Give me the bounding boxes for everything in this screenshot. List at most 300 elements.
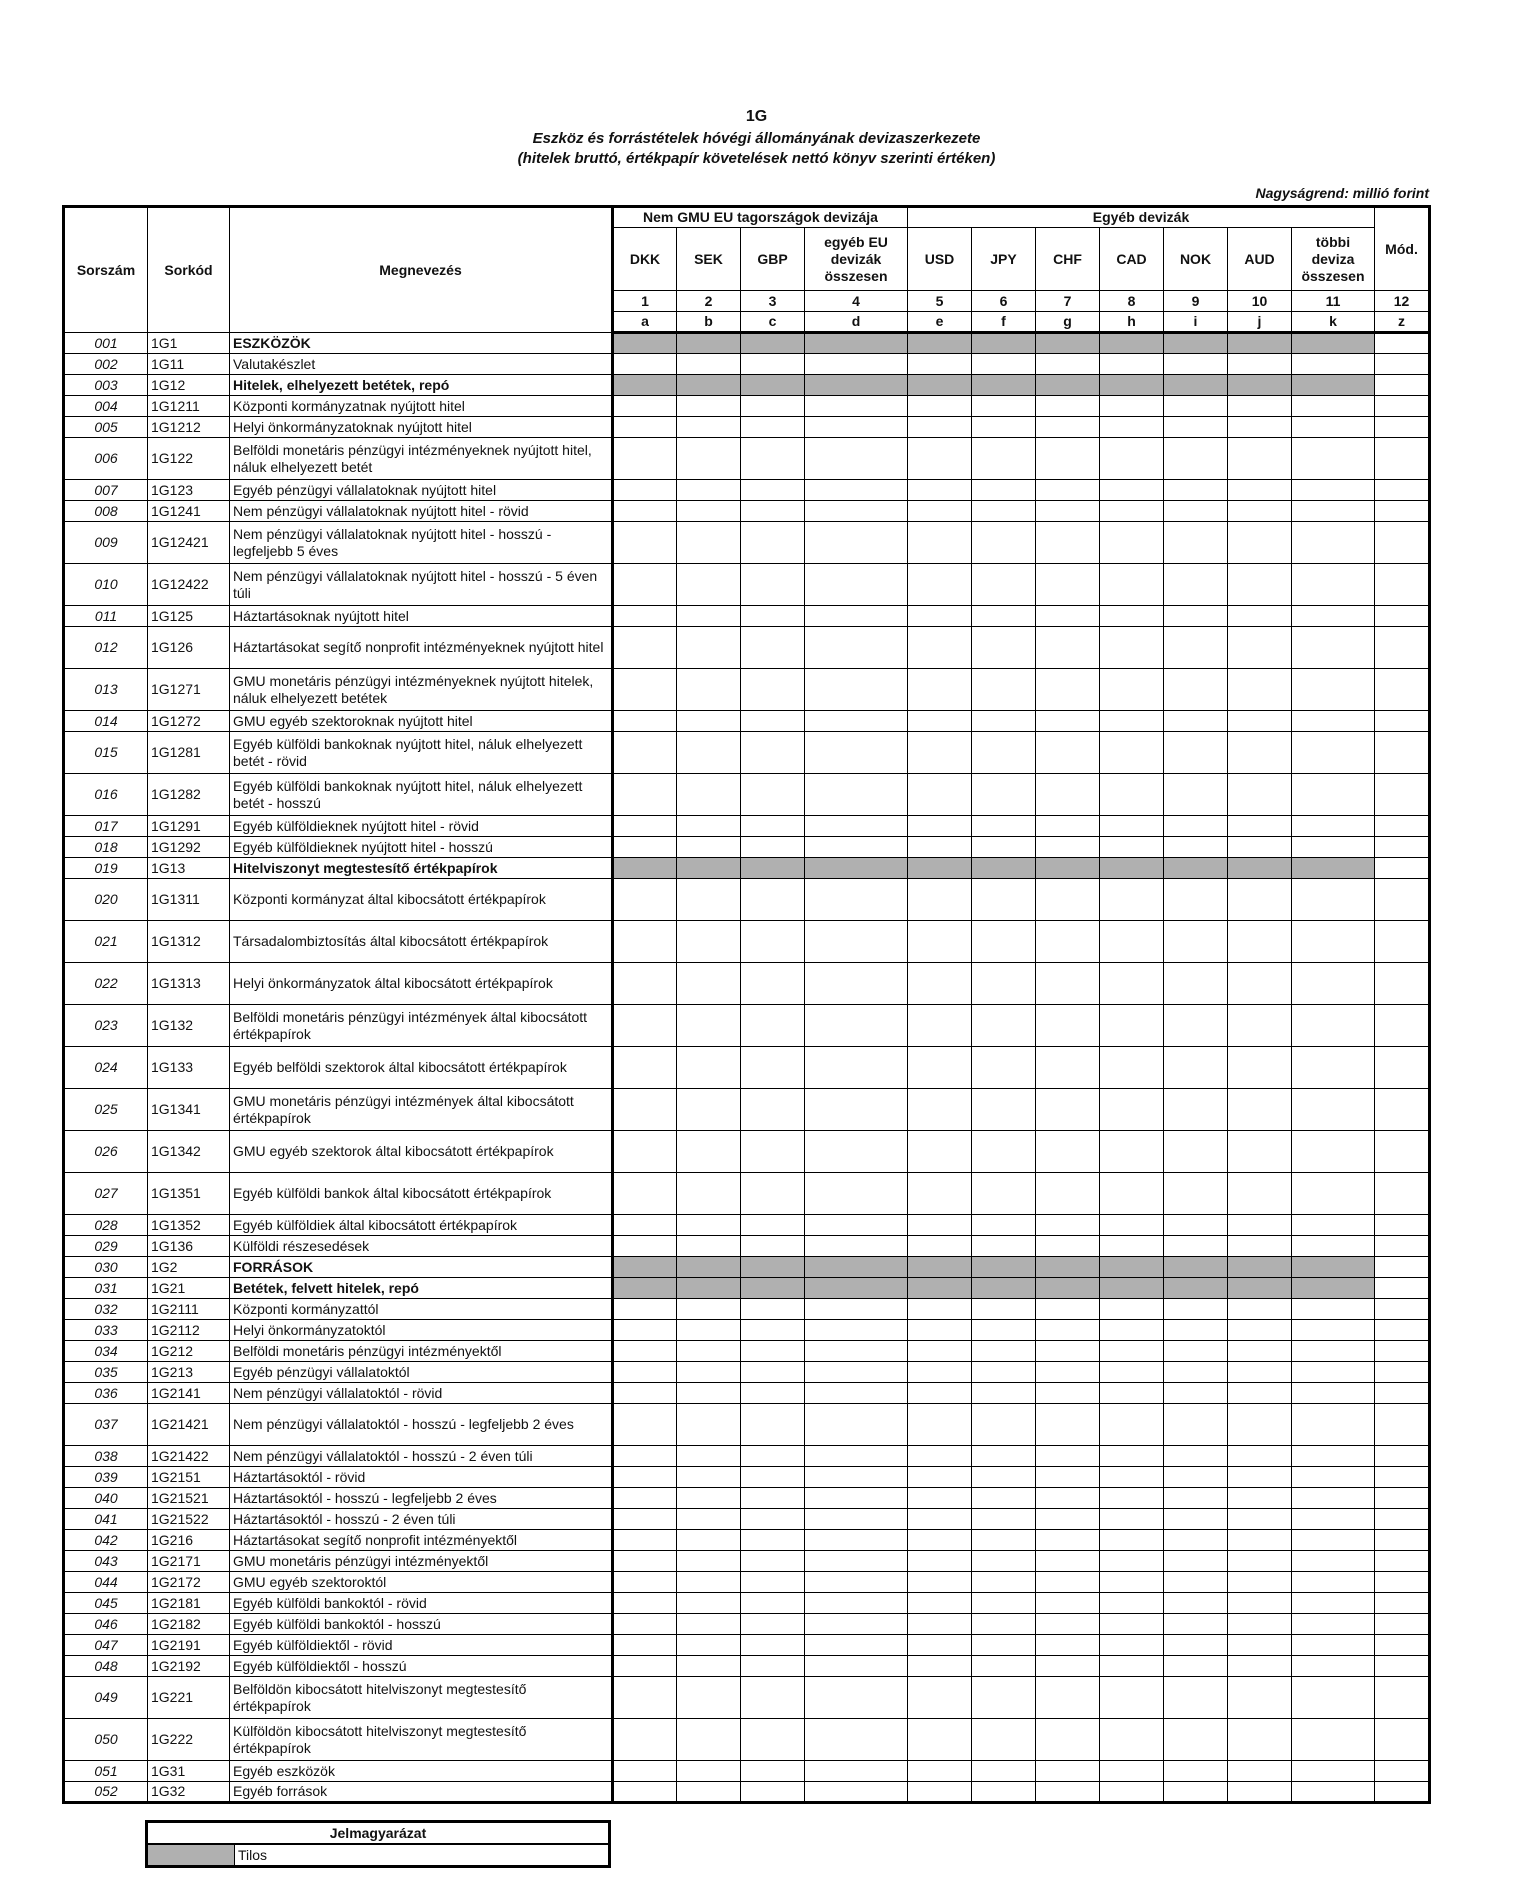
data-cell[interactable]: [1036, 1551, 1100, 1572]
data-cell[interactable]: [1036, 564, 1100, 606]
data-cell[interactable]: [1036, 1614, 1100, 1635]
data-cell[interactable]: [1100, 1047, 1164, 1089]
data-cell[interactable]: [741, 1404, 805, 1446]
data-cell[interactable]: [1292, 1467, 1375, 1488]
data-cell[interactable]: [613, 1173, 677, 1215]
data-cell[interactable]: [1228, 1236, 1292, 1257]
data-cell[interactable]: [1292, 522, 1375, 564]
data-cell[interactable]: [1228, 501, 1292, 522]
data-cell[interactable]: [1228, 1530, 1292, 1551]
data-cell[interactable]: [1164, 1467, 1228, 1488]
data-cell[interactable]: [677, 606, 741, 627]
data-cell[interactable]: [1228, 1005, 1292, 1047]
data-cell[interactable]: [1100, 1719, 1164, 1761]
data-cell[interactable]: [1036, 1677, 1100, 1719]
data-cell[interactable]: [741, 837, 805, 858]
data-cell[interactable]: [1292, 1551, 1375, 1572]
data-cell[interactable]: [677, 1509, 741, 1530]
data-cell[interactable]: [1228, 1173, 1292, 1215]
data-cell[interactable]: [1100, 1551, 1164, 1572]
data-cell[interactable]: [972, 1509, 1036, 1530]
data-cell[interactable]: [613, 1341, 677, 1362]
data-cell[interactable]: [972, 711, 1036, 732]
data-cell[interactable]: [1228, 522, 1292, 564]
data-cell[interactable]: [908, 1299, 972, 1320]
data-cell[interactable]: [741, 879, 805, 921]
data-cell[interactable]: [1292, 1131, 1375, 1173]
data-cell[interactable]: [1164, 732, 1228, 774]
data-cell[interactable]: [972, 606, 1036, 627]
data-cell[interactable]: [805, 564, 908, 606]
data-cell[interactable]: [1100, 1383, 1164, 1404]
data-cell[interactable]: [1164, 1131, 1228, 1173]
data-cell[interactable]: [613, 1005, 677, 1047]
data-cell[interactable]: [1100, 438, 1164, 480]
data-cell[interactable]: [741, 774, 805, 816]
data-cell[interactable]: [1228, 1509, 1292, 1530]
data-cell[interactable]: [1100, 774, 1164, 816]
data-cell[interactable]: [613, 1593, 677, 1614]
data-cell[interactable]: [1164, 816, 1228, 837]
data-cell[interactable]: [1228, 879, 1292, 921]
data-cell[interactable]: [1228, 396, 1292, 417]
data-cell[interactable]: [1036, 1089, 1100, 1131]
data-cell[interactable]: [1100, 1362, 1164, 1383]
data-cell[interactable]: [1036, 774, 1100, 816]
data-cell[interactable]: [972, 1467, 1036, 1488]
data-cell[interactable]: [908, 1446, 972, 1467]
data-cell[interactable]: [805, 1635, 908, 1656]
mod-cell[interactable]: [1375, 1467, 1430, 1488]
data-cell[interactable]: [613, 1635, 677, 1656]
data-cell[interactable]: [613, 564, 677, 606]
data-cell[interactable]: [908, 963, 972, 1005]
data-cell[interactable]: [677, 1530, 741, 1551]
data-cell[interactable]: [805, 606, 908, 627]
data-cell[interactable]: [1164, 1530, 1228, 1551]
data-cell[interactable]: [741, 1131, 805, 1173]
data-cell[interactable]: [741, 1089, 805, 1131]
data-cell[interactable]: [972, 963, 1036, 1005]
data-cell[interactable]: [613, 1362, 677, 1383]
data-cell[interactable]: [1036, 1656, 1100, 1677]
data-cell[interactable]: [613, 1299, 677, 1320]
data-cell[interactable]: [805, 1677, 908, 1719]
data-cell[interactable]: [741, 438, 805, 480]
data-cell[interactable]: [741, 711, 805, 732]
data-cell[interactable]: [1100, 1614, 1164, 1635]
data-cell[interactable]: [1228, 1551, 1292, 1572]
data-cell[interactable]: [805, 1782, 908, 1803]
mod-cell[interactable]: [1375, 1320, 1430, 1341]
data-cell[interactable]: [1292, 879, 1375, 921]
data-cell[interactable]: [908, 1656, 972, 1677]
data-cell[interactable]: [1036, 1572, 1100, 1593]
data-cell[interactable]: [1292, 1236, 1375, 1257]
data-cell[interactable]: [741, 1320, 805, 1341]
data-cell[interactable]: [1292, 1341, 1375, 1362]
data-cell[interactable]: [1036, 711, 1100, 732]
data-cell[interactable]: [741, 1173, 805, 1215]
data-cell[interactable]: [1164, 837, 1228, 858]
data-cell[interactable]: [1100, 837, 1164, 858]
mod-cell[interactable]: [1375, 879, 1430, 921]
data-cell[interactable]: [1100, 1677, 1164, 1719]
data-cell[interactable]: [1292, 1530, 1375, 1551]
data-cell[interactable]: [1100, 480, 1164, 501]
data-cell[interactable]: [805, 627, 908, 669]
data-cell[interactable]: [805, 354, 908, 375]
data-cell[interactable]: [972, 816, 1036, 837]
data-cell[interactable]: [1036, 732, 1100, 774]
data-cell[interactable]: [805, 837, 908, 858]
data-cell[interactable]: [613, 1551, 677, 1572]
data-cell[interactable]: [1228, 1782, 1292, 1803]
data-cell[interactable]: [972, 1551, 1036, 1572]
mod-cell[interactable]: [1375, 1593, 1430, 1614]
data-cell[interactable]: [1292, 1509, 1375, 1530]
mod-cell[interactable]: [1375, 1236, 1430, 1257]
data-cell[interactable]: [1100, 1299, 1164, 1320]
data-cell[interactable]: [741, 669, 805, 711]
data-cell[interactable]: [1164, 1782, 1228, 1803]
data-cell[interactable]: [613, 921, 677, 963]
data-cell[interactable]: [741, 1782, 805, 1803]
data-cell[interactable]: [1228, 1467, 1292, 1488]
data-cell[interactable]: [908, 774, 972, 816]
data-cell[interactable]: [908, 1404, 972, 1446]
mod-cell[interactable]: [1375, 1677, 1430, 1719]
data-cell[interactable]: [1100, 1488, 1164, 1509]
data-cell[interactable]: [1228, 711, 1292, 732]
data-cell[interactable]: [1164, 1677, 1228, 1719]
data-cell[interactable]: [1164, 1341, 1228, 1362]
data-cell[interactable]: [1292, 1362, 1375, 1383]
data-cell[interactable]: [677, 879, 741, 921]
data-cell[interactable]: [677, 1173, 741, 1215]
data-cell[interactable]: [908, 354, 972, 375]
data-cell[interactable]: [908, 1320, 972, 1341]
data-cell[interactable]: [1036, 1383, 1100, 1404]
data-cell[interactable]: [1164, 1047, 1228, 1089]
data-cell[interactable]: [1228, 1656, 1292, 1677]
data-cell[interactable]: [805, 1446, 908, 1467]
data-cell[interactable]: [677, 1488, 741, 1509]
data-cell[interactable]: [677, 501, 741, 522]
data-cell[interactable]: [741, 627, 805, 669]
data-cell[interactable]: [972, 1089, 1036, 1131]
data-cell[interactable]: [1292, 1593, 1375, 1614]
data-cell[interactable]: [972, 1635, 1036, 1656]
data-cell[interactable]: [1036, 438, 1100, 480]
data-cell[interactable]: [972, 1005, 1036, 1047]
mod-cell[interactable]: [1375, 1404, 1430, 1446]
data-cell[interactable]: [1292, 354, 1375, 375]
data-cell[interactable]: [1228, 1299, 1292, 1320]
data-cell[interactable]: [1292, 606, 1375, 627]
data-cell[interactable]: [1164, 1299, 1228, 1320]
data-cell[interactable]: [972, 1131, 1036, 1173]
data-cell[interactable]: [613, 711, 677, 732]
data-cell[interactable]: [972, 564, 1036, 606]
data-cell[interactable]: [972, 921, 1036, 963]
data-cell[interactable]: [1228, 1572, 1292, 1593]
data-cell[interactable]: [805, 1362, 908, 1383]
data-cell[interactable]: [972, 669, 1036, 711]
data-cell[interactable]: [908, 522, 972, 564]
data-cell[interactable]: [972, 1761, 1036, 1782]
mod-cell[interactable]: [1375, 1278, 1430, 1299]
data-cell[interactable]: [1100, 1761, 1164, 1782]
data-cell[interactable]: [805, 816, 908, 837]
data-cell[interactable]: [741, 501, 805, 522]
data-cell[interactable]: [1100, 1467, 1164, 1488]
mod-cell[interactable]: [1375, 1572, 1430, 1593]
data-cell[interactable]: [1164, 522, 1228, 564]
data-cell[interactable]: [1228, 1320, 1292, 1341]
data-cell[interactable]: [1036, 837, 1100, 858]
data-cell[interactable]: [1164, 480, 1228, 501]
data-cell[interactable]: [1164, 1719, 1228, 1761]
data-cell[interactable]: [908, 1782, 972, 1803]
data-cell[interactable]: [1228, 1089, 1292, 1131]
data-cell[interactable]: [1228, 669, 1292, 711]
data-cell[interactable]: [741, 1362, 805, 1383]
data-cell[interactable]: [1292, 1656, 1375, 1677]
mod-cell[interactable]: [1375, 732, 1430, 774]
data-cell[interactable]: [805, 1551, 908, 1572]
data-cell[interactable]: [972, 732, 1036, 774]
data-cell[interactable]: [1036, 501, 1100, 522]
data-cell[interactable]: [1292, 774, 1375, 816]
data-cell[interactable]: [677, 354, 741, 375]
data-cell[interactable]: [1164, 1656, 1228, 1677]
data-cell[interactable]: [1292, 921, 1375, 963]
data-cell[interactable]: [805, 1488, 908, 1509]
data-cell[interactable]: [805, 417, 908, 438]
data-cell[interactable]: [972, 1215, 1036, 1236]
data-cell[interactable]: [1164, 1446, 1228, 1467]
mod-cell[interactable]: [1375, 774, 1430, 816]
data-cell[interactable]: [1292, 816, 1375, 837]
data-cell[interactable]: [908, 1761, 972, 1782]
data-cell[interactable]: [1164, 1404, 1228, 1446]
mod-cell[interactable]: [1375, 333, 1430, 354]
data-cell[interactable]: [741, 1635, 805, 1656]
data-cell[interactable]: [1036, 1047, 1100, 1089]
data-cell[interactable]: [1292, 1782, 1375, 1803]
data-cell[interactable]: [1036, 1488, 1100, 1509]
data-cell[interactable]: [908, 921, 972, 963]
data-cell[interactable]: [741, 522, 805, 564]
data-cell[interactable]: [805, 501, 908, 522]
data-cell[interactable]: [741, 417, 805, 438]
data-cell[interactable]: [1036, 1719, 1100, 1761]
data-cell[interactable]: [972, 1572, 1036, 1593]
data-cell[interactable]: [908, 396, 972, 417]
data-cell[interactable]: [741, 1467, 805, 1488]
data-cell[interactable]: [613, 480, 677, 501]
data-cell[interactable]: [1292, 1488, 1375, 1509]
data-cell[interactable]: [805, 1173, 908, 1215]
data-cell[interactable]: [613, 1446, 677, 1467]
mod-cell[interactable]: [1375, 1509, 1430, 1530]
data-cell[interactable]: [677, 1614, 741, 1635]
data-cell[interactable]: [613, 1215, 677, 1236]
data-cell[interactable]: [972, 1173, 1036, 1215]
mod-cell[interactable]: [1375, 816, 1430, 837]
data-cell[interactable]: [1036, 396, 1100, 417]
data-cell[interactable]: [677, 1593, 741, 1614]
data-cell[interactable]: [1164, 1005, 1228, 1047]
mod-cell[interactable]: [1375, 627, 1430, 669]
data-cell[interactable]: [1164, 438, 1228, 480]
data-cell[interactable]: [805, 1530, 908, 1551]
data-cell[interactable]: [1292, 963, 1375, 1005]
data-cell[interactable]: [805, 1761, 908, 1782]
data-cell[interactable]: [1292, 1614, 1375, 1635]
data-cell[interactable]: [1036, 1005, 1100, 1047]
data-cell[interactable]: [677, 417, 741, 438]
data-cell[interactable]: [1228, 480, 1292, 501]
data-cell[interactable]: [1036, 1404, 1100, 1446]
data-cell[interactable]: [805, 1236, 908, 1257]
mod-cell[interactable]: [1375, 1005, 1430, 1047]
data-cell[interactable]: [1228, 1719, 1292, 1761]
data-cell[interactable]: [805, 1131, 908, 1173]
data-cell[interactable]: [1292, 1173, 1375, 1215]
data-cell[interactable]: [1100, 1530, 1164, 1551]
data-cell[interactable]: [1292, 1572, 1375, 1593]
data-cell[interactable]: [1100, 669, 1164, 711]
data-cell[interactable]: [741, 1656, 805, 1677]
data-cell[interactable]: [1228, 1362, 1292, 1383]
data-cell[interactable]: [1164, 1635, 1228, 1656]
data-cell[interactable]: [908, 669, 972, 711]
mod-cell[interactable]: [1375, 1047, 1430, 1089]
data-cell[interactable]: [908, 1530, 972, 1551]
data-cell[interactable]: [972, 1446, 1036, 1467]
data-cell[interactable]: [1292, 627, 1375, 669]
mod-cell[interactable]: [1375, 354, 1430, 375]
data-cell[interactable]: [908, 438, 972, 480]
data-cell[interactable]: [1164, 1488, 1228, 1509]
data-cell[interactable]: [677, 1572, 741, 1593]
data-cell[interactable]: [613, 1131, 677, 1173]
data-cell[interactable]: [677, 1656, 741, 1677]
data-cell[interactable]: [741, 1047, 805, 1089]
data-cell[interactable]: [677, 627, 741, 669]
data-cell[interactable]: [677, 1215, 741, 1236]
data-cell[interactable]: [741, 396, 805, 417]
data-cell[interactable]: [613, 1530, 677, 1551]
data-cell[interactable]: [741, 1761, 805, 1782]
data-cell[interactable]: [677, 1404, 741, 1446]
mod-cell[interactable]: [1375, 1488, 1430, 1509]
data-cell[interactable]: [972, 879, 1036, 921]
data-cell[interactable]: [908, 1614, 972, 1635]
data-cell[interactable]: [805, 1215, 908, 1236]
data-cell[interactable]: [1292, 396, 1375, 417]
data-cell[interactable]: [677, 1320, 741, 1341]
data-cell[interactable]: [1100, 963, 1164, 1005]
data-cell[interactable]: [613, 1236, 677, 1257]
data-cell[interactable]: [677, 1047, 741, 1089]
data-cell[interactable]: [972, 1719, 1036, 1761]
data-cell[interactable]: [741, 1551, 805, 1572]
data-cell[interactable]: [677, 921, 741, 963]
data-cell[interactable]: [972, 1404, 1036, 1446]
data-cell[interactable]: [908, 1341, 972, 1362]
data-cell[interactable]: [677, 1467, 741, 1488]
mod-cell[interactable]: [1375, 1635, 1430, 1656]
data-cell[interactable]: [613, 1320, 677, 1341]
data-cell[interactable]: [805, 1572, 908, 1593]
mod-cell[interactable]: [1375, 1446, 1430, 1467]
mod-cell[interactable]: [1375, 1530, 1430, 1551]
data-cell[interactable]: [677, 1299, 741, 1320]
data-cell[interactable]: [1228, 1614, 1292, 1635]
mod-cell[interactable]: [1375, 480, 1430, 501]
data-cell[interactable]: [908, 1047, 972, 1089]
mod-cell[interactable]: [1375, 1341, 1430, 1362]
data-cell[interactable]: [741, 921, 805, 963]
data-cell[interactable]: [677, 1131, 741, 1173]
data-cell[interactable]: [1100, 1656, 1164, 1677]
data-cell[interactable]: [1100, 1320, 1164, 1341]
data-cell[interactable]: [972, 438, 1036, 480]
data-cell[interactable]: [1100, 417, 1164, 438]
data-cell[interactable]: [1292, 1635, 1375, 1656]
data-cell[interactable]: [613, 354, 677, 375]
mod-cell[interactable]: [1375, 1131, 1430, 1173]
data-cell[interactable]: [908, 1593, 972, 1614]
data-cell[interactable]: [805, 1047, 908, 1089]
data-cell[interactable]: [1164, 1362, 1228, 1383]
data-cell[interactable]: [805, 1719, 908, 1761]
data-cell[interactable]: [1228, 837, 1292, 858]
data-cell[interactable]: [972, 1656, 1036, 1677]
data-cell[interactable]: [1292, 1761, 1375, 1782]
data-cell[interactable]: [1292, 1719, 1375, 1761]
data-cell[interactable]: [1228, 417, 1292, 438]
data-cell[interactable]: [1036, 1593, 1100, 1614]
data-cell[interactable]: [1036, 1320, 1100, 1341]
mod-cell[interactable]: [1375, 963, 1430, 1005]
data-cell[interactable]: [1100, 1572, 1164, 1593]
data-cell[interactable]: [741, 480, 805, 501]
data-cell[interactable]: [613, 1614, 677, 1635]
mod-cell[interactable]: [1375, 1299, 1430, 1320]
data-cell[interactable]: [1164, 627, 1228, 669]
data-cell[interactable]: [1164, 921, 1228, 963]
data-cell[interactable]: [1292, 480, 1375, 501]
data-cell[interactable]: [741, 1509, 805, 1530]
data-cell[interactable]: [613, 774, 677, 816]
data-cell[interactable]: [677, 1005, 741, 1047]
data-cell[interactable]: [1228, 1446, 1292, 1467]
data-cell[interactable]: [1100, 1236, 1164, 1257]
data-cell[interactable]: [1228, 1488, 1292, 1509]
data-cell[interactable]: [1164, 1593, 1228, 1614]
data-cell[interactable]: [1164, 396, 1228, 417]
data-cell[interactable]: [613, 1656, 677, 1677]
data-cell[interactable]: [908, 1635, 972, 1656]
data-cell[interactable]: [1100, 711, 1164, 732]
data-cell[interactable]: [741, 1341, 805, 1362]
data-cell[interactable]: [741, 732, 805, 774]
mod-cell[interactable]: [1375, 1782, 1430, 1803]
